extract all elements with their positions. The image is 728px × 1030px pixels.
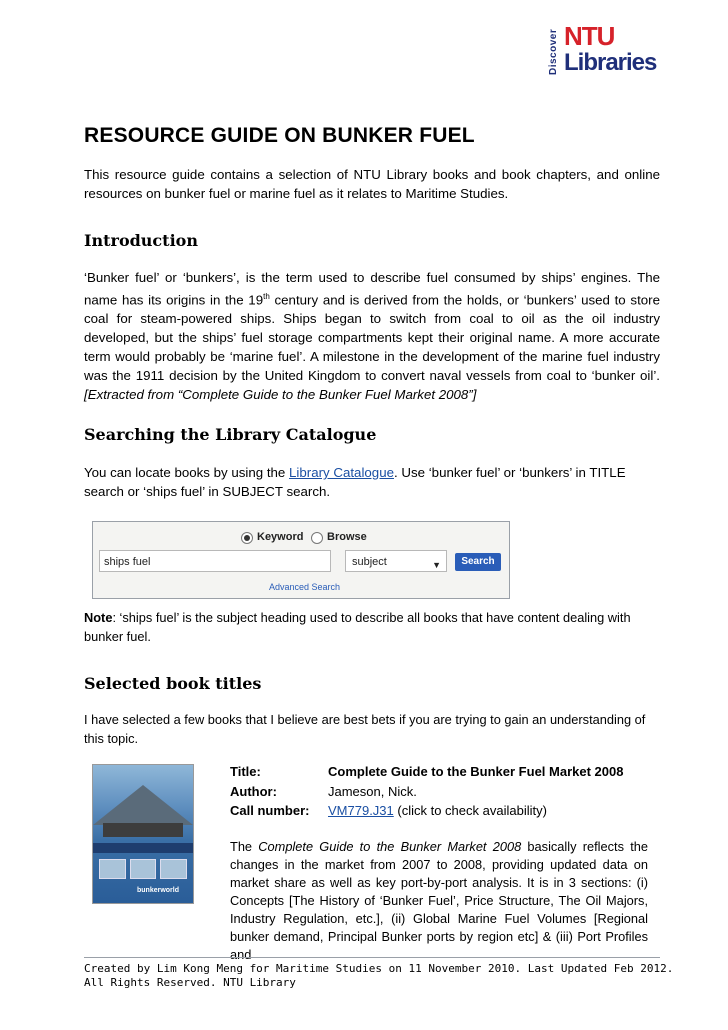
desc-post: basically reflects the changes in the market from 2007 to 2008, providing updated data on market share as well as key port-by-port analysis. It is in 3 sections: (i) Concepts [The History of ‘Bunker Fuel’, Price Structure, The Oil Majors, Industry Regulation, etc.], (ii) Global Marine Fuel Volumes [Regional bunker demand, Principal Bunker ports by region etc] & (iii) Port Profiles and	[230, 839, 649, 962]
footer-divider	[84, 957, 660, 958]
intro-paragraph: This resource guide contains a selection of NTU Library books and book chapters, and online resources on bunker fuel or marine fuel as it relates to Maritime Studies.	[84, 167, 660, 201]
introduction-text-2: century and is derived from the holds, or ‘bunkers’ used to store coal for steam-powered ships. Ships began to switch from coal to oil as the oil industry developed, but the ships’ fuel storage compartments kept their original name. A more accurate term would probably be ‘marine fuel’. A milestone in the development of the marine fuel industry was the 1911 decision by the United Kingdom to convert naval vessels from coal to ‘bunker oil’.	[84, 292, 660, 384]
footer-line-2: All Rights Reserved. NTU Library	[84, 976, 296, 989]
book-description	[230, 838, 648, 964]
title-label: Title:	[230, 764, 261, 779]
introduction-heading: Introduction	[84, 231, 198, 250]
call-number-label: Call number:	[230, 803, 310, 818]
desc-pre: The	[230, 839, 259, 854]
catalogue-paragraph	[84, 463, 644, 501]
cover-brand: bunkerworld	[137, 887, 180, 894]
footer-line-1: Created by Lim Kong Meng for Maritime Studies on 11 November 2010. Last Updated Feb 2012.	[84, 962, 674, 975]
catalogue-text-post: . Use ‘bunker fuel’ or ‘bunkers’ in TITLE search or ‘ships fuel’ in SUBJECT search.	[84, 465, 626, 499]
introduction-paragraph	[84, 268, 660, 404]
call-number-note: (click to check availability)	[393, 803, 547, 818]
footer	[84, 962, 673, 990]
call-number-link[interactable]: VM779.J31	[328, 803, 394, 818]
note-paragraph	[84, 608, 660, 646]
author-label: Author:	[230, 784, 277, 799]
introduction-sup: th	[263, 292, 270, 301]
browse-label: Browse	[327, 531, 367, 543]
page-title: RESOURCE GUIDE ON BUNKER FUEL	[84, 124, 475, 147]
title-value: Complete Guide to the Bunker Fuel Market 2008	[328, 764, 624, 779]
author-value: Jameson, Nick.	[328, 784, 417, 799]
books-intro: I have selected a few books that I believe are best bets if you are trying to gain an understanding of this topic.	[84, 712, 646, 746]
introduction-citation: [Extracted from “Complete Guide to the Bunker Fuel Market 2008”]	[84, 387, 477, 403]
keyword-label: Keyword	[257, 531, 304, 543]
books-heading: Selected book titles	[84, 674, 262, 693]
introduction-text-1: ‘Bunker fuel’ or ‘bunkers’, is the term used to describe fuel consumed by ships’ engines. The name has its origins in the 19	[84, 270, 660, 308]
library-catalogue-link[interactable]: Library Catalogue	[289, 465, 394, 480]
search-field-value: subject	[352, 556, 387, 568]
call-number	[328, 803, 547, 818]
search-input[interactable]: ships fuel	[99, 550, 331, 572]
catalogue-text-pre: You can locate books by using the	[84, 465, 290, 480]
advanced-search-link[interactable]: Advanced Search	[269, 582, 341, 592]
search-field-select[interactable]	[345, 550, 447, 572]
catalogue-search-screenshot	[92, 521, 510, 599]
search-button[interactable]: Search	[455, 553, 501, 571]
desc-italic: Complete Guide to the Bunker Market 2008	[258, 839, 522, 854]
browse-radio[interactable]	[311, 532, 323, 544]
book-cover-image	[92, 764, 194, 904]
logo-ntu: NTU	[564, 21, 615, 51]
logo-libraries: Libraries	[564, 49, 657, 76]
catalogue-heading: Searching the Library Catalogue	[84, 425, 377, 444]
ntu-libraries-logo	[548, 22, 658, 80]
note-label: Note	[84, 610, 113, 625]
logo-discover: Discover	[548, 28, 559, 76]
chevron-down-icon: ▼	[432, 560, 441, 570]
keyword-radio[interactable]	[241, 532, 253, 544]
note-text: : ‘ships fuel’ is the subject heading used to describe all books that have content dealing with bunker fuel.	[84, 610, 631, 644]
